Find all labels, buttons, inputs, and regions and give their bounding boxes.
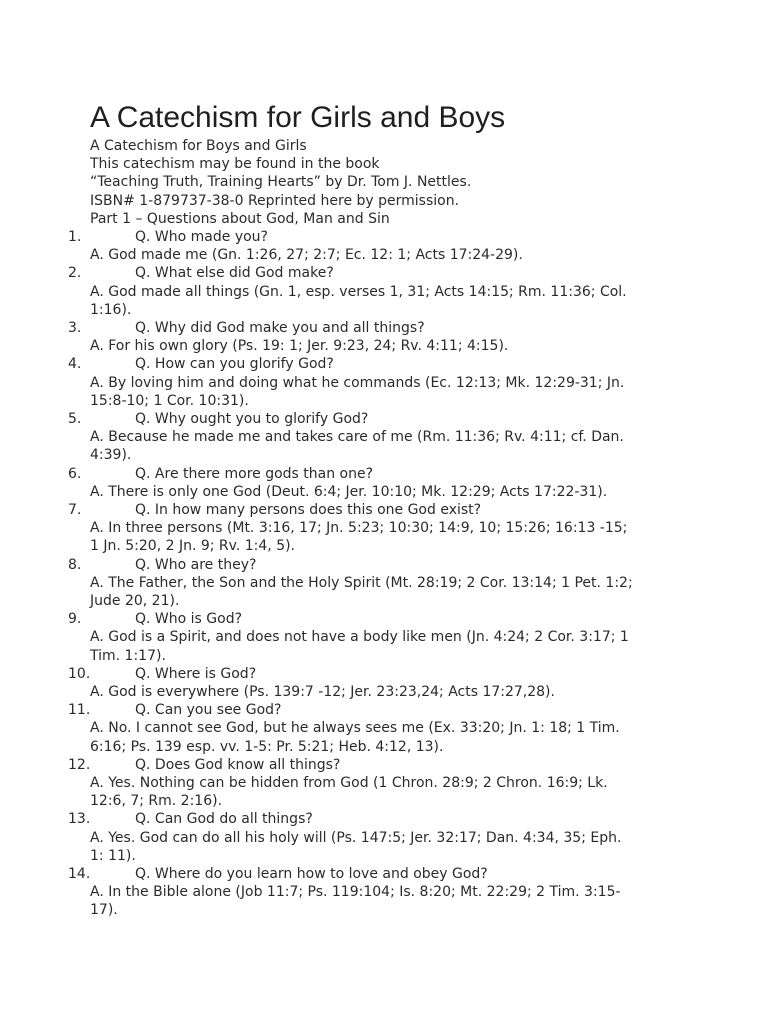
question-line bbox=[0, 410, 768, 428]
question-line bbox=[0, 319, 768, 337]
question-number: 2. bbox=[68, 265, 82, 282]
question-text: Q. How can you glorify God? bbox=[135, 356, 334, 373]
question-text: Q. Where is God? bbox=[135, 665, 257, 682]
question-line bbox=[0, 865, 768, 883]
answer-line: 4:39). bbox=[90, 447, 132, 464]
question-text: Q. Why ought you to glorify God? bbox=[135, 410, 369, 427]
answer-line: 12:6, 7; Rm. 2:16). bbox=[90, 793, 223, 810]
answer-line: A. Because he made me and takes care of me (Rm. 11:36; Rv. 4:11; cf. Dan. bbox=[90, 429, 624, 446]
answer-line: A. Yes. Nothing can be hidden from God (1 Chron. 28:9; 2 Chron. 16:9; Lk. bbox=[90, 774, 608, 791]
answer-line: A. No. I cannot see God, but he always sees me (Ex. 33:20; Jn. 1: 18; 1 Tim. bbox=[90, 720, 620, 737]
question-number: 3. bbox=[68, 320, 82, 336]
question-text: Q. Where do you learn how to love and obey God? bbox=[135, 865, 488, 882]
answer-line: A. God is everywhere (Ps. 139:7 -12; Jer. 23:23,24; Acts 17:27,28). bbox=[90, 683, 555, 700]
part-heading: Part 1 – Questions about God, Man and Sin bbox=[90, 210, 390, 227]
answer-line: A. God is a Spirit, and does not have a body like men (Jn. 4:24; 2 Cor. 3:17; 1 bbox=[90, 629, 629, 646]
answer-line: A. God made all things (Gn. 1, esp. verses 1, 31; Acts 14:15; Rm. 11:36; Col. bbox=[90, 283, 627, 300]
question-line bbox=[0, 264, 768, 282]
question-text: Q. Can you see God? bbox=[135, 702, 282, 719]
answer-line: A. The Father, the Son and the Holy Spirit (Mt. 28:19; 2 Cor. 13:14; 1 Pet. 1:2; bbox=[90, 574, 633, 591]
question-number: 6. bbox=[68, 465, 82, 482]
question-number: 13. bbox=[68, 811, 91, 828]
answer-line: 15:8-10; 1 Cor. 10:31). bbox=[90, 392, 249, 409]
question-number: 12. bbox=[68, 756, 91, 773]
question-text: Q. Can God do all things? bbox=[135, 811, 313, 828]
question-line bbox=[0, 501, 768, 519]
answer-line: 1 Jn. 5:20, 2 Jn. 9; Rv. 1:4, 5). bbox=[90, 538, 296, 555]
intro-line: ISBN# 1-879737-38-0 Reprinted here by permission. bbox=[90, 192, 460, 209]
answer-line: 6:16; Ps. 139 esp. vv. 1-5: Pr. 5:21; Heb. 4:12, 13). bbox=[90, 738, 444, 755]
question-line bbox=[0, 665, 768, 683]
question-number: 1. bbox=[68, 229, 82, 246]
question-number: 10. bbox=[68, 665, 91, 682]
question-text: Q. Who made you? bbox=[135, 229, 268, 246]
question-text: Q. Who is God? bbox=[135, 611, 243, 628]
question-line bbox=[0, 701, 768, 719]
answer-line: 1: 11). bbox=[90, 847, 136, 864]
answer-line: Jude 20, 21). bbox=[90, 592, 180, 609]
answer-line: A. God made me (Gn. 1:26, 27; 2:7; Ec. 12: 1; Acts 17:24-29). bbox=[90, 247, 523, 264]
intro-line: A Catechism for Boys and Girls bbox=[90, 138, 307, 154]
question-text: Q. Does God know all things? bbox=[135, 756, 341, 773]
question-line bbox=[0, 465, 768, 483]
answer-line: A. For his own glory (Ps. 19: 1; Jer. 9:23, 24; Rv. 4:11; 4:15). bbox=[90, 338, 509, 355]
question-number: 4. bbox=[68, 356, 82, 373]
question-text: Q. In how many persons does this one God exist? bbox=[135, 501, 482, 518]
question-number: 7. bbox=[68, 501, 82, 518]
question-line bbox=[0, 228, 768, 246]
answer-line: A. In three persons (Mt. 3:16, 17; Jn. 5:23; 10:30; 14:9, 10; 15:26; 16:13 -15; bbox=[90, 520, 628, 537]
question-text: Q. Who are they? bbox=[135, 556, 257, 573]
question-text: Q. Are there more gods than one? bbox=[135, 465, 374, 482]
question-line bbox=[0, 355, 768, 373]
question-line bbox=[0, 756, 768, 774]
answer-line: 1:16). bbox=[90, 301, 132, 318]
document-body bbox=[0, 137, 768, 920]
answer-line: A. By loving him and doing what he commands (Ec. 12:13; Mk. 12:29-31; Jn. bbox=[90, 374, 625, 391]
question-number: 9. bbox=[68, 611, 82, 628]
intro-line: This catechism may be found in the book bbox=[90, 156, 380, 173]
question-text: Q. What else did God make? bbox=[135, 265, 334, 282]
question-line bbox=[0, 556, 768, 574]
answer-line: A. In the Bible alone (Job 11:7; Ps. 119:104; Is. 8:20; Mt. 22:29; 2 Tim. 3:15- bbox=[90, 884, 621, 901]
intro-line: “Teaching Truth, Training Hearts” by Dr. Tom J. Nettles. bbox=[90, 174, 472, 191]
question-number: 5. bbox=[68, 410, 82, 427]
answer-line: A. Yes. God can do all his holy will (Ps. 147:5; Jer. 32:17; Dan. 4:34, 35; Eph. bbox=[90, 829, 622, 846]
answer-line: A. There is only one God (Deut. 6:4; Jer. 10:10; Mk. 12:29; Acts 17:22-31). bbox=[90, 483, 608, 500]
document-title: A Catechism for Girls and Boys bbox=[90, 101, 506, 134]
question-number: 11. bbox=[68, 702, 91, 719]
question-number: 8. bbox=[68, 556, 82, 573]
question-number: 14. bbox=[68, 865, 91, 882]
question-line bbox=[0, 810, 768, 828]
answer-line: Tim. 1:17). bbox=[90, 647, 166, 664]
question-line bbox=[0, 610, 768, 628]
question-text: Q. Why did God make you and all things? bbox=[135, 320, 425, 336]
answer-line: 17). bbox=[90, 902, 118, 919]
